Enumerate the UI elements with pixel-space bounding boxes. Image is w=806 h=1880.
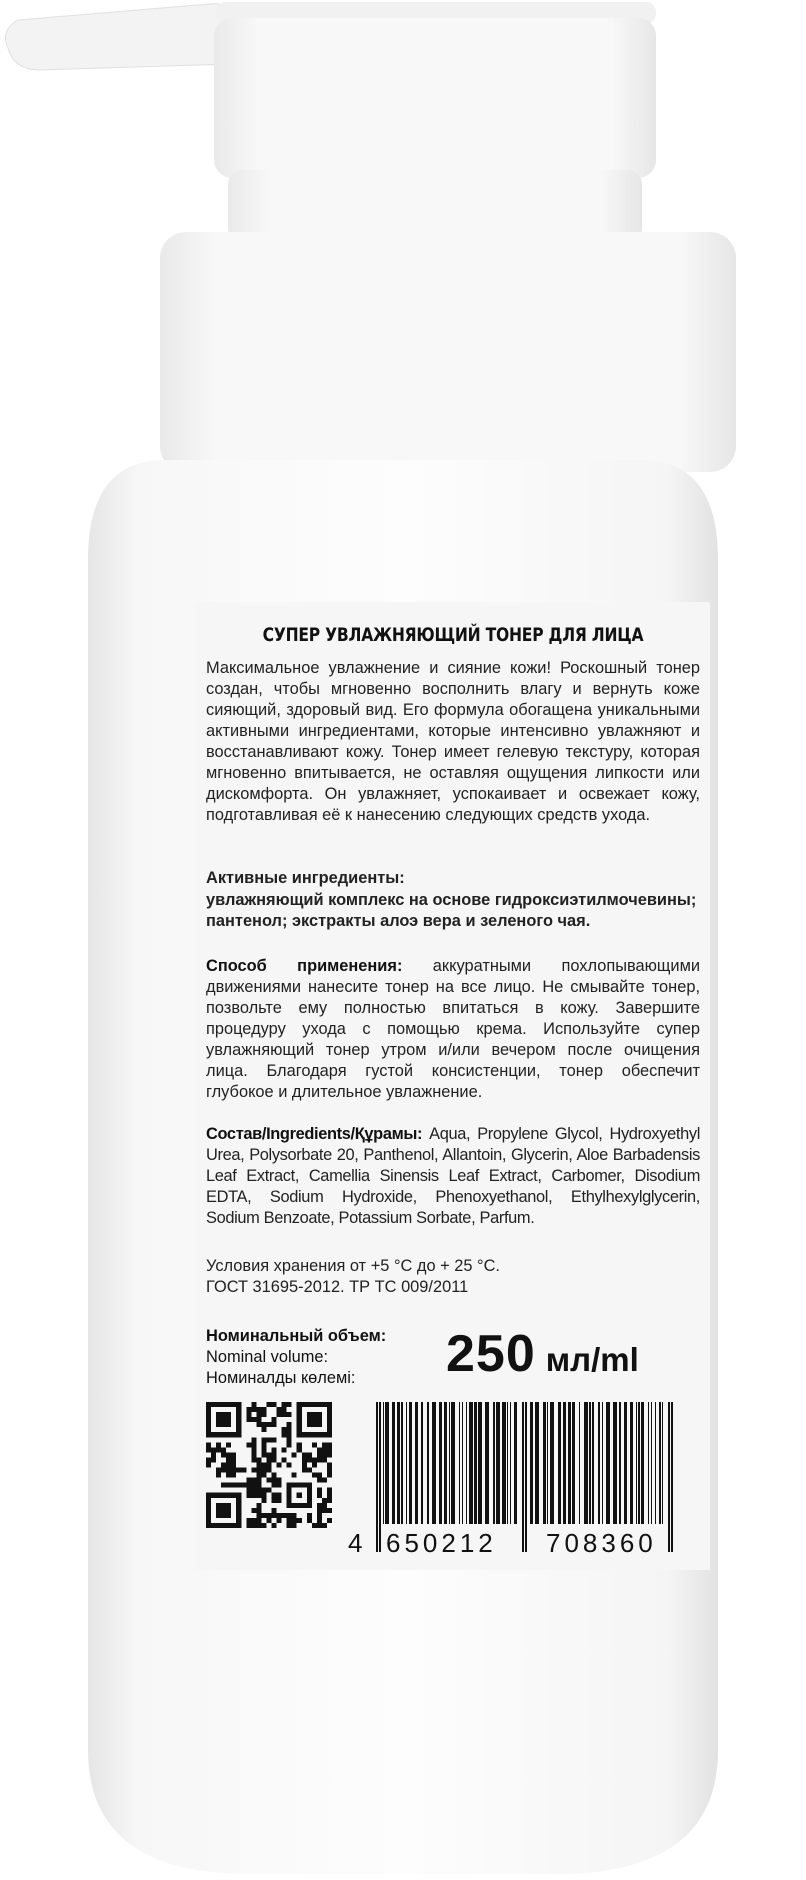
qr-module: [272, 1478, 277, 1483]
nominal-volume-kz: Номиналды көлемі:: [206, 1369, 356, 1387]
barcode-bar: [397, 1402, 400, 1524]
barcode-bar: [659, 1402, 661, 1524]
barcode-bar: [584, 1402, 588, 1524]
qr-module: [251, 1518, 256, 1523]
qr-module: [261, 1523, 266, 1528]
qr-module: [272, 1508, 277, 1513]
barcode-bar: [606, 1402, 610, 1524]
qr-module: [251, 1442, 256, 1447]
qr-module: [277, 1518, 282, 1523]
qr-module: [261, 1488, 266, 1493]
qr-module: [246, 1442, 251, 1447]
nominal-volume-en: Nominal volume:: [206, 1348, 329, 1366]
qr-module: [211, 1452, 216, 1457]
qr-module: [287, 1427, 292, 1432]
barcode-bar: [406, 1402, 407, 1524]
qr-module: [226, 1462, 231, 1467]
qr-module: [322, 1503, 327, 1508]
qr-module: [327, 1508, 332, 1513]
qr-module: [251, 1468, 256, 1473]
volume-unit: мл/ml: [545, 1341, 639, 1378]
qr-module: [251, 1437, 256, 1442]
qr-module: [302, 1457, 307, 1462]
qr-module: [322, 1478, 327, 1483]
qr-module: [226, 1468, 231, 1473]
qr-module: [261, 1493, 266, 1498]
qr-module: [261, 1437, 266, 1442]
qr-module: [256, 1468, 261, 1473]
qr-module: [231, 1483, 236, 1488]
qr-module: [261, 1498, 266, 1503]
qr-module: [282, 1457, 287, 1462]
qr-module: [246, 1483, 251, 1488]
barcode-bar: [383, 1402, 384, 1524]
qr-module: [266, 1462, 271, 1467]
qr-module: [327, 1447, 332, 1452]
qr-module: [297, 1442, 302, 1447]
barcode-bar: [439, 1402, 442, 1524]
qr-module: [256, 1503, 261, 1508]
storage-info: [206, 1256, 700, 1298]
usage-label: Способ применения:: [206, 957, 403, 975]
barcode-bar: [392, 1402, 395, 1524]
qr-module: [307, 1452, 312, 1457]
qr-module: [236, 1468, 241, 1473]
qr-module: [246, 1478, 251, 1483]
qr-module: [226, 1457, 231, 1462]
qr-module: [266, 1513, 271, 1518]
qr-module: [302, 1452, 307, 1457]
qr-module: [287, 1402, 292, 1407]
barcode-bar: [589, 1402, 591, 1524]
qr-module: [277, 1483, 282, 1488]
qr-module: [261, 1447, 266, 1452]
barcode-bar: [421, 1402, 423, 1524]
qr-module: [261, 1407, 266, 1412]
barcode-bar: [636, 1402, 637, 1524]
qr-module: [322, 1508, 327, 1513]
qr-module: [246, 1407, 251, 1412]
product-label: [196, 602, 710, 1570]
qr-module: [251, 1402, 256, 1407]
barcode-bar: [376, 1402, 378, 1552]
qr-module: [287, 1412, 292, 1417]
qr-module: [317, 1518, 322, 1523]
qr-module: [272, 1513, 277, 1518]
qr-module: [246, 1412, 251, 1417]
ean-barcode: [346, 1402, 704, 1556]
qr-module: [317, 1473, 322, 1478]
qr-module: [277, 1493, 282, 1498]
barcode-bar: [543, 1402, 546, 1524]
qr-module: [241, 1468, 246, 1473]
qr-module: [261, 1442, 266, 1447]
qr-module: [206, 1457, 211, 1462]
barcode-bar: [507, 1402, 508, 1524]
qr-module: [292, 1523, 297, 1528]
qr-module: [256, 1417, 261, 1422]
qr-module: [231, 1462, 236, 1467]
barcode-bar: [466, 1402, 467, 1524]
qr-module: [272, 1417, 277, 1422]
barcode-bar: [451, 1402, 455, 1524]
qr-module: [307, 1457, 312, 1462]
qr-module: [256, 1462, 261, 1467]
qr-module: [307, 1513, 312, 1518]
qr-module: [231, 1452, 236, 1457]
qr-module: [322, 1447, 327, 1452]
qr-module: [256, 1483, 261, 1488]
qr-module: [272, 1523, 277, 1528]
qr-module: [221, 1462, 226, 1467]
barcode-bar: [459, 1402, 460, 1524]
qr-module: [287, 1513, 292, 1518]
barcode-bar: [478, 1402, 482, 1524]
qr-module: [282, 1412, 287, 1417]
qr-module: [272, 1473, 277, 1478]
barcode-first-digit: 4: [348, 1528, 363, 1556]
barcode-bar: [651, 1402, 652, 1524]
qr-module: [261, 1513, 266, 1518]
qr-module: [272, 1402, 277, 1407]
qr-module: [256, 1473, 261, 1478]
barcode-bar: [432, 1402, 436, 1524]
qr-module: [236, 1483, 241, 1488]
qr-module: [292, 1518, 297, 1523]
qr-module: [216, 1473, 221, 1478]
qr-module: [272, 1498, 277, 1503]
qr-module: [277, 1513, 282, 1518]
qr-module: [277, 1498, 282, 1503]
qr-module: [317, 1523, 322, 1528]
qr-module: [216, 1468, 221, 1473]
barcode-bar: [385, 1402, 389, 1524]
qr-module: [251, 1488, 256, 1493]
qr-module: [287, 1523, 292, 1528]
qr-module: [282, 1427, 287, 1432]
qr-module: [266, 1488, 271, 1493]
barcode-bar: [558, 1402, 561, 1524]
composition-label: Состав/Ingredients/Құрамы:: [206, 1125, 423, 1143]
qr-module: [282, 1432, 287, 1437]
qr-module: [261, 1412, 266, 1417]
qr-module: [317, 1488, 322, 1493]
qr-module: [251, 1417, 256, 1422]
qr-module: [287, 1432, 292, 1437]
qr-module: [317, 1493, 322, 1498]
qr-module: [251, 1523, 256, 1528]
barcode-bar: [624, 1402, 627, 1524]
qr-module: [272, 1483, 277, 1488]
qr-module: [287, 1462, 292, 1467]
qr-module: [327, 1493, 332, 1498]
pump-nozzle: [6, 2, 656, 242]
barcode-bar: [662, 1402, 663, 1524]
qr-module: [322, 1457, 327, 1462]
qr-module: [317, 1508, 322, 1513]
qr-module: [312, 1523, 317, 1528]
qr-module: [206, 1442, 211, 1447]
qr-module: [231, 1473, 236, 1478]
barcode-bar: [568, 1402, 571, 1524]
barcode-bar: [514, 1402, 517, 1524]
qr-module: [302, 1462, 307, 1467]
qr-module: [251, 1483, 256, 1488]
barcode-bar: [474, 1402, 477, 1524]
qr-module: [261, 1452, 266, 1457]
barcode-bar: [602, 1402, 603, 1524]
qr-module: [246, 1523, 251, 1528]
qr-module: [322, 1498, 327, 1503]
qr-module: [327, 1462, 332, 1467]
qr-module: [272, 1457, 277, 1462]
qr-module: [251, 1447, 256, 1452]
barcode-bar: [550, 1402, 554, 1524]
qr-module: [317, 1457, 322, 1462]
barcode-bar: [522, 1402, 524, 1552]
qr-module: [292, 1452, 297, 1457]
barcode-bar: [592, 1402, 594, 1524]
qr-module: [266, 1518, 271, 1523]
qr-module: [287, 1442, 292, 1447]
qr-module: [221, 1447, 226, 1452]
barcode-bar: [535, 1402, 539, 1524]
qr-module: [327, 1473, 332, 1478]
qr-module: [256, 1523, 261, 1528]
qr-module: [292, 1513, 297, 1518]
barcode-bar: [427, 1402, 429, 1524]
usage-instructions: [206, 956, 700, 1103]
qr-module: [256, 1422, 261, 1427]
qr-module: [216, 1447, 221, 1452]
barcode-bar: [648, 1402, 649, 1524]
barcode-bar: [641, 1402, 644, 1524]
volume-number: 250: [446, 1325, 536, 1383]
qr-module: [322, 1452, 327, 1457]
qr-module: [226, 1483, 231, 1488]
qr-module: [261, 1422, 266, 1427]
qr-module: [317, 1478, 322, 1483]
barcode-left-digits: 650212: [386, 1528, 497, 1556]
qr-module: [282, 1407, 287, 1412]
qr-code: [206, 1402, 332, 1528]
qr-module: [327, 1452, 332, 1457]
qr-module: [261, 1462, 266, 1467]
barcode-bar: [449, 1402, 450, 1524]
qr-module: [312, 1442, 317, 1447]
qr-module: [266, 1422, 271, 1427]
active-ingredients-heading: Активные ингредиенты:: [206, 869, 405, 887]
qr-module: [272, 1447, 277, 1452]
barcode-bar: [379, 1402, 381, 1552]
qr-module: [327, 1498, 332, 1503]
barcode-bar: [493, 1402, 495, 1524]
qr-module: [287, 1518, 292, 1523]
qr-module: [297, 1447, 302, 1452]
composition-text: Aqua, Propylene Glycol, Hydroxyethyl Urea, Polysorbate 20, Panthenol, Allantoin, Glycerin, Aloe Barbadensis Leaf Extract, Camellia Sinensis Leaf Extract, Carbomer, Disodium EDTA, Sodium Hydroxide, Phenoxyethanol, Ethylhexylglycerin, Sodium Benzoate, Potassium Sorbate, Parfum.: [206, 1125, 700, 1227]
barcode-bar: [510, 1402, 511, 1524]
qr-module: [256, 1493, 261, 1498]
qr-module: [246, 1493, 251, 1498]
qr-module: [251, 1478, 256, 1483]
qr-module: [261, 1468, 266, 1473]
qr-module: [266, 1468, 271, 1473]
qr-module: [256, 1478, 261, 1483]
qr-module: [251, 1457, 256, 1462]
qr-module: [277, 1412, 282, 1417]
qr-module: [277, 1462, 282, 1467]
qr-module: [282, 1402, 287, 1407]
nominal-volume-ru: Номинальный объем:: [206, 1327, 387, 1345]
qr-module: [272, 1493, 277, 1498]
qr-module: [256, 1412, 261, 1417]
qr-module: [307, 1468, 312, 1473]
barcode-bar: [579, 1402, 580, 1524]
barcode-bar: [409, 1402, 412, 1524]
qr-module: [221, 1483, 226, 1488]
barcode-bar: [638, 1402, 640, 1524]
qr-module: [261, 1473, 266, 1478]
qr-module: [256, 1407, 261, 1412]
qr-module: [226, 1452, 231, 1457]
qr-module: [226, 1442, 231, 1447]
qr-module: [317, 1513, 322, 1518]
qr-module: [312, 1473, 317, 1478]
qr-module: [221, 1468, 226, 1473]
barcode-bar: [530, 1402, 533, 1524]
qr-module: [322, 1442, 327, 1447]
qr-module: [216, 1442, 221, 1447]
product-title: СУПЕР УВЛАЖНЯЮЩИЙ ТОНЕР ДЛЯ ЛИЦА: [262, 624, 644, 646]
qr-module: [266, 1457, 271, 1462]
barcode-bar: [469, 1402, 473, 1524]
barcode-right-digits: 708360: [546, 1528, 657, 1556]
composition: [206, 1124, 700, 1229]
qr-module: [312, 1457, 317, 1462]
qr-module: [317, 1503, 322, 1508]
barcode-bar: [547, 1402, 548, 1524]
barcode-bar: [668, 1402, 670, 1552]
qr-module: [246, 1417, 251, 1422]
qr-module: [317, 1452, 322, 1457]
qr-module: [277, 1478, 282, 1483]
qr-module: [246, 1518, 251, 1523]
qr-module: [287, 1422, 292, 1427]
barcode-bar: [444, 1402, 447, 1524]
qr-module: [317, 1447, 322, 1452]
qr-module: [256, 1457, 261, 1462]
volume-value: [446, 1324, 639, 1384]
qr-module: [231, 1468, 236, 1473]
qr-module: [307, 1412, 322, 1427]
qr-module: [266, 1437, 271, 1442]
qr-module: [251, 1493, 256, 1498]
barcode-bar: [655, 1402, 656, 1524]
qr-module: [302, 1468, 307, 1473]
qr-module: [282, 1513, 287, 1518]
barcode-bar: [485, 1402, 489, 1524]
qr-module: [287, 1437, 292, 1442]
qr-module: [256, 1518, 261, 1523]
qr-module: [272, 1422, 277, 1427]
qr-module: [312, 1462, 317, 1467]
qr-module: [246, 1488, 251, 1493]
qr-module: [266, 1478, 271, 1483]
standard-codes: ГОСТ 31695-2012. ТР ТС 009/2011: [206, 1278, 469, 1296]
qr-module: [327, 1442, 332, 1447]
usage-text: аккуратными похлопывающими движениями нанесите тонер на все лицо. Не смывайте тонер, позвольте ему полностью впитаться в кожу. Завершите процедуру ухода с помощью крема. Используйте супер увлажняющий тонер утром и/или вечером после очищения лица. Благодаря густой консистенции, тонер обеспечит глубокое и длительное увлажнение.: [206, 957, 700, 1101]
barcode-bar: [462, 1402, 463, 1524]
qr-module: [216, 1412, 231, 1427]
barcode-bar: [619, 1402, 621, 1524]
qr-module: [277, 1407, 282, 1412]
qr-module: [322, 1523, 327, 1528]
qr-module: [206, 1447, 211, 1452]
barcode-bar: [572, 1402, 575, 1524]
qr-module: [327, 1468, 332, 1473]
qr-module: [297, 1493, 302, 1498]
qr-module: [226, 1473, 231, 1478]
barcode-bar: [563, 1402, 566, 1524]
qr-module: [211, 1457, 216, 1462]
barcode-bar: [502, 1402, 506, 1524]
qr-module: [231, 1457, 236, 1462]
barcode-bar: [671, 1402, 673, 1552]
qr-module: [282, 1447, 287, 1452]
qr-module: [256, 1488, 261, 1493]
qr-module: [251, 1508, 256, 1513]
qr-module: [241, 1483, 246, 1488]
qr-module: [272, 1452, 277, 1457]
nominal-volume-labels: [206, 1326, 386, 1389]
qr-module: [327, 1488, 332, 1493]
barcode-bar: [401, 1402, 403, 1524]
qr-module: [292, 1473, 297, 1478]
qr-module: [266, 1452, 271, 1457]
qr-module: [266, 1402, 271, 1407]
qr-module: [256, 1513, 261, 1518]
barcode-bar: [613, 1402, 617, 1524]
qr-module: [297, 1518, 302, 1523]
qr-module: [251, 1452, 256, 1457]
qr-module: [221, 1452, 226, 1457]
product-description: Максимальное увлажнение и сияние кожи! Роскошный тонер создан, чтобы мгновенно восполнить влагу и вернуть коже сияющий, здоровый вид. Его формула обогащена уникальными активными ингредиентами, которые интенсивно увлажняют и восстанавливают кожу. Тонер имеет гелевую текстуру, которая мгновенно впитывается, не оставляя ощущения липкости или дискомфорта. Он увлажняет, успокаивает и освежает кожу, подготавливая её к нанесению следующих средств ухода.: [206, 659, 700, 824]
barcode-bar: [598, 1402, 600, 1524]
storage-conditions: Условия хранения от +5 °С до + 25 °С.: [206, 1257, 500, 1275]
barcode-bar: [496, 1402, 500, 1524]
pump-collar: [160, 232, 736, 472]
barcode-bar: [415, 1402, 418, 1524]
barcode-bar: [630, 1402, 633, 1524]
qr-module: [327, 1518, 332, 1523]
qr-module: [307, 1518, 312, 1523]
qr-module: [261, 1427, 266, 1432]
qr-module: [272, 1437, 277, 1442]
qr-module: [206, 1462, 211, 1467]
qr-module: [251, 1407, 256, 1412]
active-ingredients-text: увлажняющий комплекс на основе гидроксиэтилмочевины; пантенол; экстракты алоэ вера и зеленого чая.: [206, 891, 697, 930]
qr-module: [211, 1447, 216, 1452]
barcode-bar: [525, 1402, 527, 1552]
qr-module: [256, 1508, 261, 1513]
qr-module: [216, 1503, 231, 1518]
